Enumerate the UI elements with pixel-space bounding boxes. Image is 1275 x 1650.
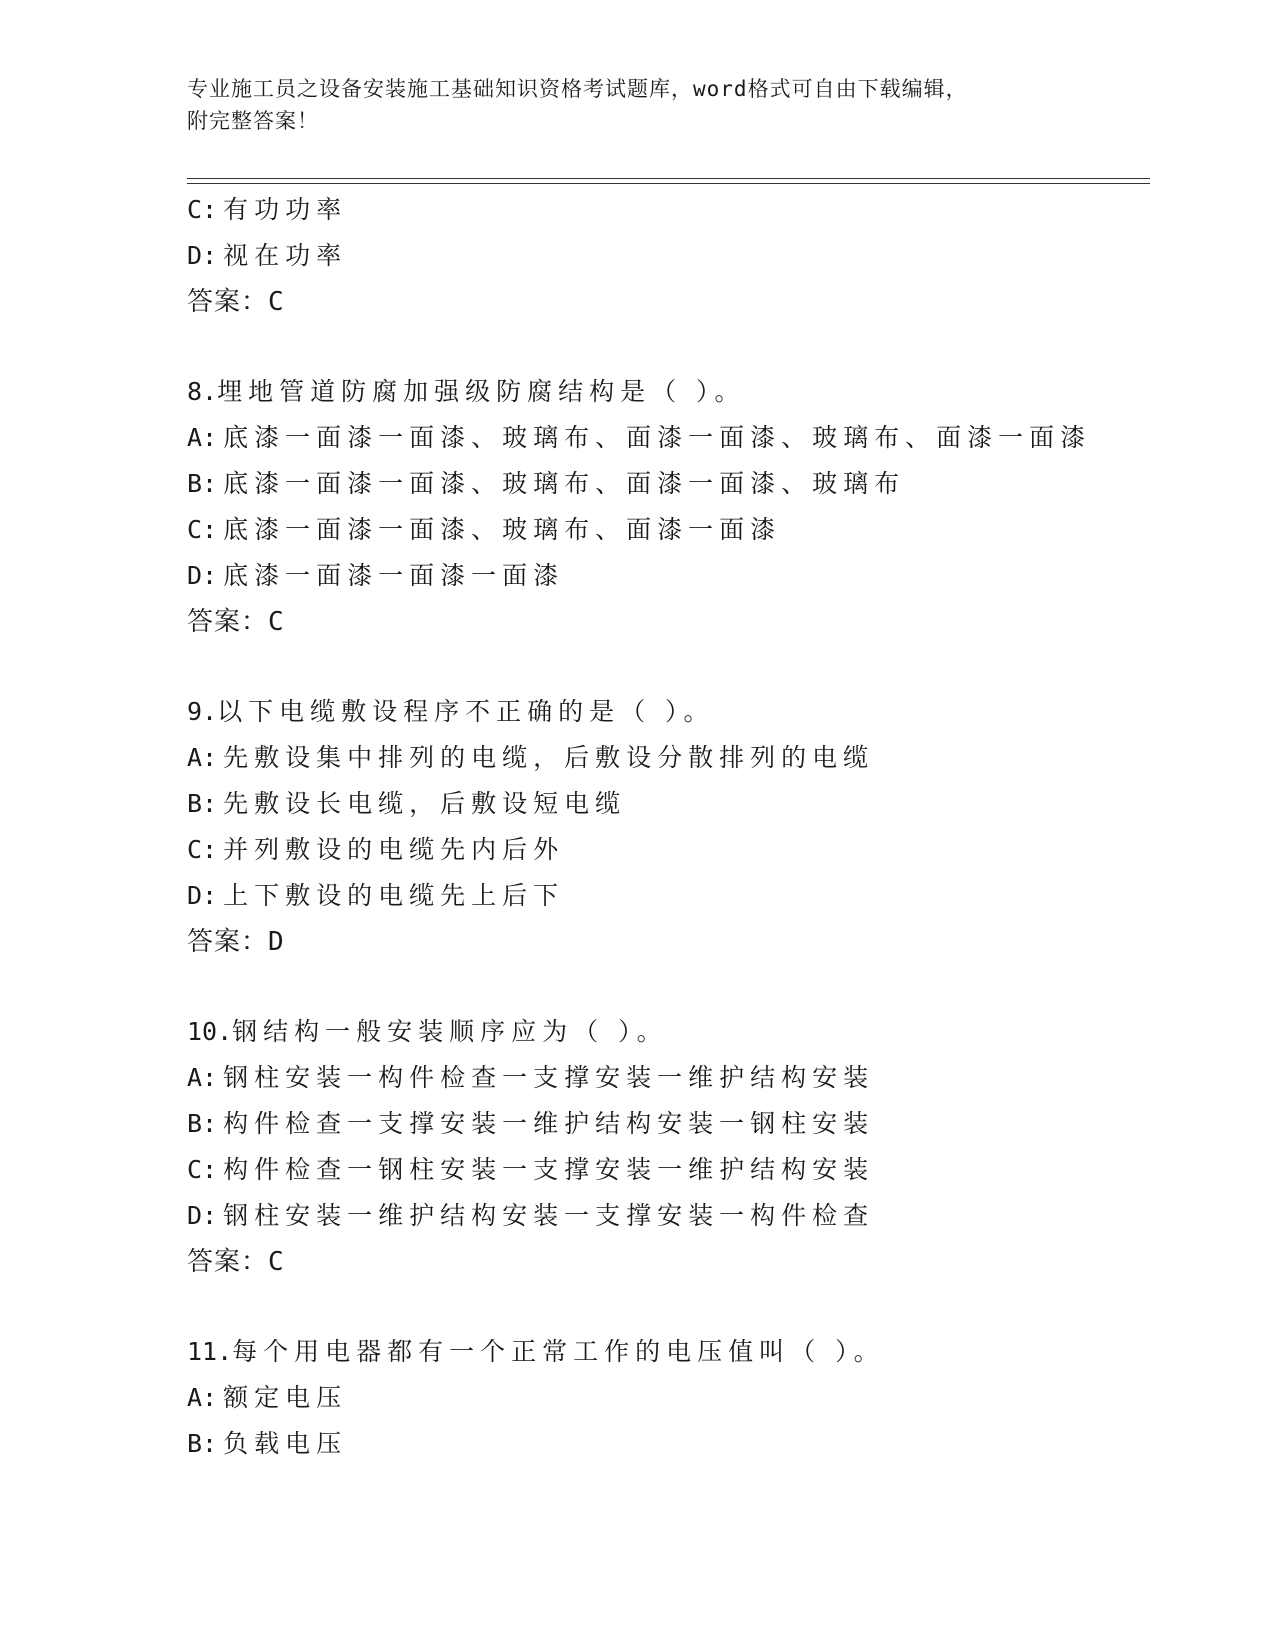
option-d: [187, 1193, 1147, 1239]
option-label: D:: [187, 881, 218, 910]
option-text: 底漆一面漆一面漆、玻璃布、面漆一面漆、玻璃布、面漆一面漆: [223, 423, 1092, 452]
answer-value: D: [268, 927, 285, 957]
option-text: 先敷设集中排列的电缆，后敷设分散排列的电缆: [223, 743, 875, 772]
option-text: 上下敷设的电缆先上后下: [223, 881, 565, 910]
answer-line: [187, 1239, 1147, 1285]
question-10: [187, 1009, 1147, 1285]
answer-label: 答案：: [187, 607, 269, 637]
question-9: [187, 689, 1147, 965]
option-label: B:: [187, 469, 218, 498]
option-b: [187, 461, 1147, 507]
option-label: C:: [187, 195, 218, 224]
option-a: [187, 1055, 1147, 1101]
option-text: 视在功率: [223, 241, 348, 270]
option-a: [187, 1375, 1147, 1421]
question-text: [187, 1329, 1147, 1375]
option-label: A:: [187, 1383, 218, 1412]
question-number: 10.: [187, 1017, 233, 1046]
question-text: [187, 1009, 1147, 1055]
question-text: [187, 689, 1147, 735]
question-stem: 以下电缆敷设程序不正确的是（ ）。: [217, 697, 715, 726]
option-d: [187, 233, 1147, 279]
question-stem: 钢结构一般安装顺序应为（ ）。: [232, 1017, 668, 1046]
header-line-2: 附完整答案！: [187, 109, 319, 133]
answer-line: [187, 599, 1147, 645]
option-c: [187, 827, 1147, 873]
option-d: [187, 553, 1147, 599]
option-label: D:: [187, 241, 218, 270]
question-stem: 埋地管道防腐加强级防腐结构是（ ）。: [217, 377, 746, 406]
option-c: [187, 1147, 1147, 1193]
answer-label: 答案：: [187, 287, 269, 317]
option-a: [187, 415, 1147, 461]
option-c: [187, 187, 1147, 233]
option-text: 先敷设长电缆，后敷设短电缆: [223, 789, 627, 818]
option-text: 构件检查一支撑安装一维护结构安装一钢柱安装: [223, 1109, 875, 1138]
answer-line: [187, 279, 1147, 325]
option-text: 底漆一面漆一面漆一面漆: [223, 561, 565, 590]
option-label: C:: [187, 835, 218, 864]
question-7-continued: [187, 187, 1147, 325]
question-11: [187, 1329, 1147, 1467]
header-rule-top: [187, 178, 1150, 179]
option-text: 额定电压: [223, 1383, 348, 1412]
option-label: A:: [187, 1063, 218, 1092]
option-text: 负载电压: [223, 1429, 348, 1458]
option-label: B:: [187, 1429, 218, 1458]
option-text: 并列敷设的电缆先内后外: [223, 835, 565, 864]
option-d: [187, 873, 1147, 919]
option-label: A:: [187, 423, 218, 452]
option-text: 底漆一面漆一面漆、玻璃布、面漆一面漆: [223, 515, 782, 544]
question-text: [187, 369, 1147, 415]
answer-value: C: [268, 1247, 285, 1277]
option-text: 钢柱安装一维护结构安装一支撑安装一构件检查: [223, 1201, 875, 1230]
answer-label: 答案：: [187, 927, 269, 957]
question-number: 8.: [187, 377, 218, 406]
document-header: [187, 73, 1067, 137]
option-text: 构件检查一钢柱安装一支撑安装一维护结构安装: [223, 1155, 875, 1184]
option-b: [187, 1101, 1147, 1147]
option-label: B:: [187, 789, 218, 818]
option-label: A:: [187, 743, 218, 772]
answer-value: C: [268, 287, 285, 317]
option-c: [187, 507, 1147, 553]
question-content: [187, 187, 1147, 1467]
question-8: [187, 369, 1147, 645]
answer-line: [187, 919, 1147, 965]
option-b: [187, 781, 1147, 827]
question-stem: 每个用电器都有一个正常工作的电压值叫（ ）。: [232, 1337, 885, 1366]
option-b: [187, 1421, 1147, 1467]
option-label: C:: [187, 515, 218, 544]
question-number: 9.: [187, 697, 218, 726]
option-label: D:: [187, 561, 218, 590]
option-text: 底漆一面漆一面漆、玻璃布、面漆一面漆、玻璃布: [223, 469, 906, 498]
option-label: D:: [187, 1201, 218, 1230]
question-number: 11.: [187, 1337, 233, 1366]
option-a: [187, 735, 1147, 781]
header-rule-bottom: [187, 183, 1150, 184]
option-text: 钢柱安装一构件检查一支撑安装一维护结构安装: [223, 1063, 875, 1092]
answer-value: C: [268, 607, 285, 637]
option-text: 有功功率: [223, 195, 348, 224]
answer-label: 答案：: [187, 1247, 269, 1277]
header-line-1: 专业施工员之设备安装施工基础知识资格考试题库，word格式可自由下载编辑，: [187, 77, 968, 101]
option-label: B:: [187, 1109, 218, 1138]
option-label: C:: [187, 1155, 218, 1184]
